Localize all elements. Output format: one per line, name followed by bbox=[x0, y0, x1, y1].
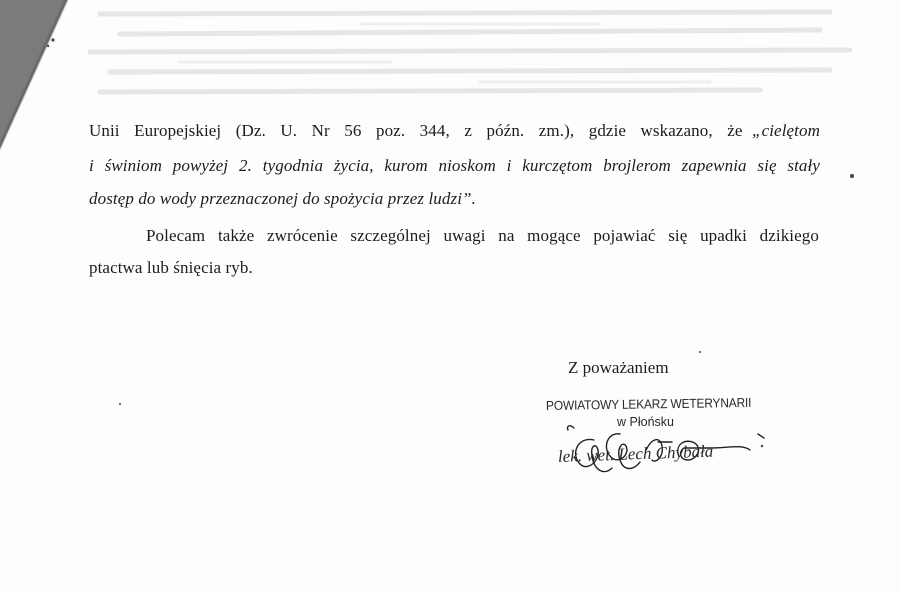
word: nioskom bbox=[438, 156, 496, 175]
word: świniom bbox=[104, 156, 162, 175]
quote-end: dostęp do wody przeznaczonej do spożycia przez ludzi”. bbox=[89, 189, 476, 208]
word: gdzie bbox=[588, 121, 627, 140]
word: 56 bbox=[344, 121, 362, 140]
word: (Dz. bbox=[235, 121, 266, 140]
word: 344, bbox=[419, 121, 450, 140]
word: Europejskiej bbox=[134, 121, 222, 140]
word: pojawiać bbox=[593, 226, 656, 245]
word: się bbox=[757, 156, 777, 175]
word: zwrócenie bbox=[266, 226, 338, 245]
bleed-through-text bbox=[60, 0, 860, 120]
stamp-place: w Płońsku bbox=[617, 415, 674, 429]
quoted-word: „cielętom bbox=[752, 121, 820, 140]
word: zapewnia bbox=[681, 156, 747, 175]
word: dzikiego bbox=[759, 226, 819, 245]
word: tygodnia bbox=[262, 156, 324, 175]
word: brojlerom bbox=[603, 156, 671, 175]
word: że bbox=[727, 121, 743, 140]
word: z bbox=[464, 121, 472, 140]
word: upadki bbox=[700, 226, 747, 245]
word: się bbox=[668, 226, 688, 245]
word: Unii bbox=[89, 121, 120, 140]
word: kurczętom bbox=[522, 156, 593, 175]
word: także bbox=[217, 226, 255, 245]
word: stały bbox=[787, 156, 820, 175]
word: powyżej bbox=[172, 156, 229, 175]
stamp-title: POWIATOWY LEKARZ WETERYNARII bbox=[545, 394, 752, 413]
word: życia, bbox=[333, 156, 374, 175]
stamp-name: lek. wet. Lech Chybała bbox=[557, 441, 714, 466]
word: na bbox=[498, 226, 515, 245]
word: uwagi bbox=[443, 226, 486, 245]
word: i bbox=[89, 156, 94, 175]
word: mogące bbox=[527, 226, 581, 245]
paragraph-line-5: ptactwa lub śnięcia ryb. bbox=[89, 258, 253, 277]
word: U. bbox=[280, 121, 298, 140]
word: 2. bbox=[239, 156, 252, 175]
word: kurom bbox=[384, 156, 428, 175]
word: szczególnej bbox=[350, 226, 431, 245]
closing-salutation: Z poważaniem bbox=[568, 358, 669, 377]
word: poz. bbox=[375, 121, 406, 140]
word: późn. bbox=[486, 121, 525, 140]
paragraph-line-3 bbox=[89, 189, 476, 209]
word: i bbox=[506, 156, 512, 175]
word: Polecam bbox=[146, 226, 206, 245]
word: Nr bbox=[311, 121, 330, 140]
paragraph-line-2 bbox=[89, 156, 820, 176]
word: wskazano, bbox=[640, 121, 713, 140]
word: zm.), bbox=[538, 121, 575, 140]
paragraph-line-1 bbox=[89, 121, 820, 141]
paragraph-line-4 bbox=[146, 226, 819, 246]
